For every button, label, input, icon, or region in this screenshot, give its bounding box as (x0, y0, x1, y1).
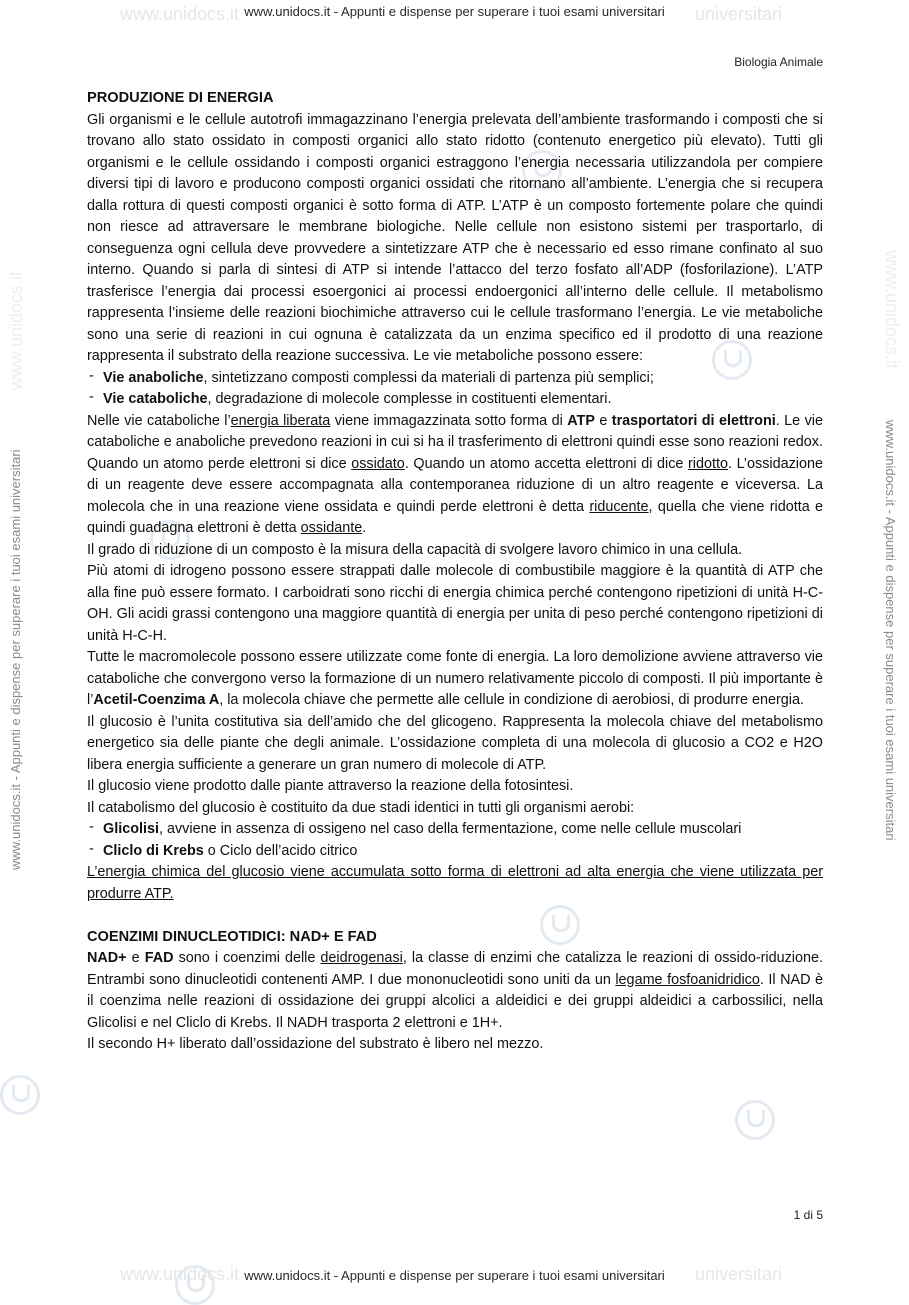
list-item: - Vie anaboliche, sintetizzano composti complessi da materiali di partenza più semplici; (87, 368, 823, 390)
watermark-ghost-left-bottom: www.unidocs.it (120, 1264, 240, 1284)
watermark-logo-icon (735, 1100, 775, 1140)
paragraph: Il secondo H+ liberato dall’ossidazione del substrato è libero nel mezzo. (87, 1036, 544, 1052)
pathway-list (87, 368, 823, 411)
watermark-bottom: www.unidocs.it - Appunti e dispense per superare i tuoi esami universitari (244, 1268, 665, 1283)
paragraph: Nelle vie cataboliche l’energia liberata viene immagazzinata sotto forma di ATP e trasportatori di elettroni. Le vie cataboliche e anaboliche prevedono reazioni in cui si ha il trasferimento di elettroni quindi esse sono reazioni redox. Quando un atomo perde elettroni si dice ossidato. Quando un atomo accetta elettroni di dice ridotto. L’ossidazione di un reagente deve essere accompagnata alla contemporanea riduzione di un altro reagente e viceversa. La molecola che in una reazione viene ossidata e quindi perde elettroni è detta riducente, quella che viene ridotta e quindi guadagna elettroni è detta ossidante. (87, 412, 824, 536)
paragraph: NAD+ e FAD sono i coenzimi delle deidrogenasi, la classe di enzimi che catalizza le reazioni di ossido-riduzione. Entrambi sono dinucleotidi contenenti AMP. I due mononucleotidi sono uniti da un legame fosfoanidridico. Il NAD è il coenzima nelle reazioni di ossidazione dei gruppi alcolici a aldeidici e dei gruppi aldeidici a carbossilici, nella Glicolisi e nel Cliclo di Krebs. Il NADH trasporta 2 elettroni e 1H+. (87, 950, 824, 1031)
paragraph: Il glucosio viene prodotto dalle piante attraverso la reazione della fotosintesi. (87, 778, 574, 794)
list-item: - Glicolisi, avviene in assenza di ossigeno nel caso della fermentazione, come nelle cellule muscolari (87, 819, 823, 841)
paragraph: Il grado di riduzione di un composto è la misura della capacità di svolgere lavoro chimico in una cellula. (87, 541, 743, 558)
catabolism-list (87, 819, 823, 862)
document-body (87, 88, 823, 1056)
paragraph: Più atomi di idrogeno possono essere strappati dalle molecole di combustibile maggiore è la quantità di ATP che alla fine può essere formato. I carboidrati sono ricchi di energia chimica perché contengono ripetizioni di unità H-C-OH. Gli acidi grassi contengono una maggiore quantità di energia per unita di peso perché contengono ripetizioni di unità H-C-H. (87, 563, 823, 644)
watermark-ghost-right-bottom: universitari (695, 1264, 783, 1284)
watermark-side-right: www.unidocs.it - Appunti e dispense per superare i tuoi esami universitari (883, 420, 898, 841)
watermark-ghost-right: universitari (695, 4, 783, 24)
watermark-ghost-left: www.unidocs.it (120, 4, 240, 24)
watermark-logo-icon (0, 1075, 40, 1115)
section-title: COENZIMI DINUCLEOTIDICI: NAD+ E FAD (87, 928, 377, 945)
header-subject: Biologia Animale (734, 55, 823, 69)
watermark-side-ghost-left: www.unidocs.it (6, 270, 26, 390)
paragraph: Il glucosio è l’unita costitutiva sia dell’amido che del glicogeno. Rappresenta la molecola chiave del metabolismo energetico sia delle piante che degli animale. L’ossidazione completa di una molecola di glucosio a CO2 e H2O libera energia sufficiente a generare un gran numero di molecole di ATP. (87, 713, 823, 773)
paragraph: Il catabolismo del glucosio è costituito da due stadi identici in tutti gli organismi aerobi: (87, 799, 635, 816)
watermark-side-ghost-right: www.unidocs.it (882, 250, 902, 370)
list-item: - Vie cataboliche, degradazione di molecole complesse in costituenti elementari. (87, 389, 823, 411)
list-item: - Cliclo di Krebs o Ciclo dell’acido citrico (87, 841, 823, 863)
watermark-side-left: www.unidocs.it - Appunti e dispense per superare i tuoi esami universitari (8, 449, 23, 870)
paragraph: Gli organismi e le cellule autotrofi immagazzinano l’energia prelevata dell’ambiente trasformando i composti che si trovano allo stato ossidato in composti organici allo stato ridotto (contenuto energetico più elevato). Tutti gli organismi e le cellule ossidando i composti organici estraggono l’energia necessaria utilizzandola per compiere diversi tipi di lavoro e producono composti organici ossidati che ritornano all’ambiente. L’energia che si recupera dalla rottura di questi composti organici è sotto forma di ATP. L’ATP è un composto fortemente polare che quindi non riesce ad attraversare le membrane biologiche. Nelle cellule non esistono sistemi per trasportarlo, di conseguenza ogni cellula deve provvedere a sintetizzare ATP che è necessario ed esso rimane confinato al suo interno. Quando si parla di sintesi di ATP si intende l’attacco del terzo fosfato all’ADP (fosforilazione). L’ATP trasferisce l’energia dai processi esoergonici ai processi endoergonici all’interno delle cellule. Il metabolismo rappresenta l’insieme delle reazioni biochimiche attraverso cui le cellule trasformano l’energia. Le vie metaboliche sono una serie di reazioni in cui ognuna è catalizzata da un enzima specifico ed il prodotto di una reazione rappresenta il substrato della reazione successiva. Le vie metaboliche possono essere: (87, 111, 823, 364)
watermark-logo-icon (175, 1265, 215, 1305)
paragraph: Tutte le macromolecole possono essere utilizzate come fonte di energia. La loro demolizione avviene attraverso vie cataboliche che convergono verso la formazione di un numero relativamente piccolo di composti. Il più importante è l’Acetil-Coenzima A, la molecola chiave che permette alle cellule in condizione di aerobiosi, di produrre energia. (87, 649, 823, 708)
watermark-top: www.unidocs.it - Appunti e dispense per superare i tuoi esami universitari (244, 4, 665, 19)
page-number: 1 di 5 (793, 1208, 823, 1222)
section-title: PRODUZIONE DI ENERGIA (87, 90, 274, 106)
paragraph-underlined: L’energia chimica del glucosio viene accumulata sotto forma di elettroni ad alta energia che viene utilizzata per produrre ATP. (87, 864, 823, 902)
